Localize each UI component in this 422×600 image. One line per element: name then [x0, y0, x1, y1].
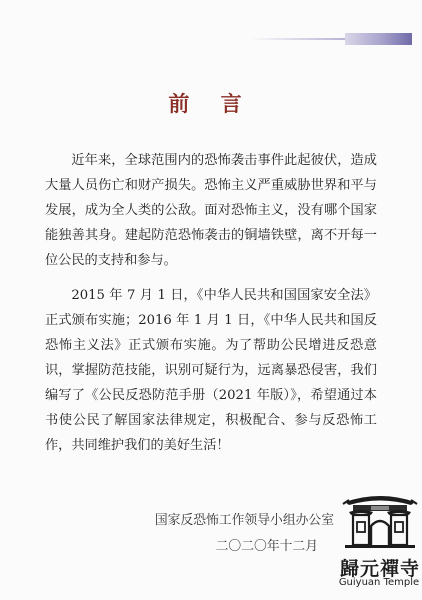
temple-name-english: Guiyuan Temple	[338, 577, 420, 588]
header-decoration-bar	[345, 33, 412, 45]
header-decoration-line	[250, 38, 345, 40]
temple-watermark	[338, 488, 420, 594]
signature-organization: 国家反恐怖工作领导小组办公室	[154, 513, 334, 528]
paragraph-1: 近年来，全球范围内的恐怖袭击事件此起彼伏，造成大量人员伤亡和财产损失。恐怖主义严重威胁世界和平与发展，成为全人类的公敌。面对恐怖主义，没有哪个国家能独善其身。建起防范恐怖袭击的铜墙铁壁，离不开每一位公民的支持和参与。	[45, 153, 377, 268]
paragraph-2: 2015 年 7 月 1 日，《中华人民共和国国家安全法》正式颁布实施；2016 年 1 月 1 日，《中华人民共和国反恐怖主义法》正式颁布实施。为了帮助公民增进反恐意识，掌握防范技能，识别可疑行为，远离暴恐侵害，我们编写了《公民反恐防范手册（2021 年版）》，希望通过本书使公民了解国家法律规定，积极配合、参与反恐怖工作，共同维护我们的美好生活！	[45, 288, 377, 453]
temple-gate-icon	[341, 488, 419, 554]
page-title: 前 言	[168, 91, 254, 116]
preface-body	[45, 148, 377, 468]
signature-date: 二〇二〇年十二月	[215, 539, 318, 554]
temple-name-chinese: 歸元禪寺	[339, 558, 420, 580]
